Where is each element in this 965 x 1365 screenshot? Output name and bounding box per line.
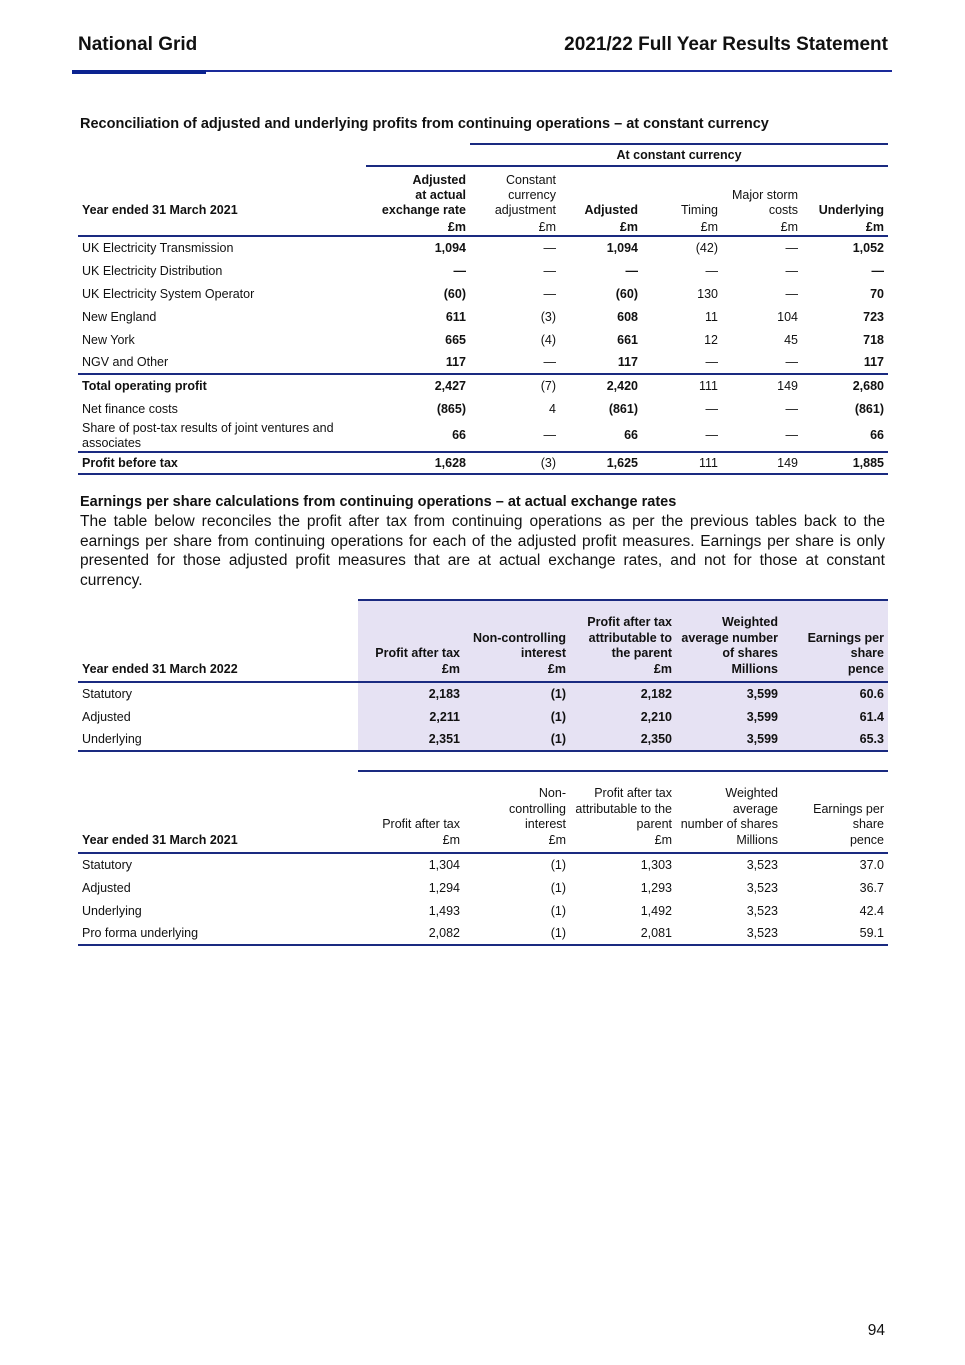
cell-value: 3,523 — [746, 903, 778, 918]
column-header-row — [78, 166, 888, 218]
cell-value: 3,599 — [676, 682, 782, 705]
cell-value: — — [705, 355, 718, 369]
cell-value: (1) — [550, 880, 566, 895]
spacer-cell — [676, 600, 782, 608]
cell-value: 2,082 — [358, 922, 464, 945]
column-header: Non- controlling interest £m — [464, 779, 570, 853]
cell-value: 3,599 — [676, 705, 782, 728]
cell-value: 130 — [697, 286, 718, 301]
cell-value: 11 — [705, 309, 718, 324]
cell-value: 59.1 — [782, 922, 888, 945]
cell-value: 1,052 — [852, 241, 884, 255]
table-row — [78, 876, 888, 899]
cell-value: — — [625, 263, 638, 278]
cell-value: 723 — [863, 309, 884, 324]
eps-description: The table below reconciles the profit after tax from continuing operations as per the previous tables back to the earnings per share from continuing operations for each of the adjusted profit measures. Earnings per share is only presented for those adjusted profit measures that are at actual exchange rates, and not for those at constant currency. — [80, 513, 885, 589]
cell-value: (1) — [464, 682, 570, 705]
cell-value: 2,210 — [570, 705, 676, 728]
cell-value: 149 — [722, 452, 802, 474]
report-title: 2021/22 Full Year Results Statement — [564, 34, 888, 55]
eps-title: Earnings per share calculations from continuing operations – at actual exchange rates — [80, 494, 677, 510]
cell-value: 1,885 — [802, 452, 888, 474]
cell-value: (1) — [550, 858, 566, 872]
cell-value: (7) — [470, 374, 560, 397]
cell-value: — — [871, 263, 884, 278]
cell-value: 2,680 — [802, 374, 888, 397]
cell-value: 3,523 — [676, 922, 782, 945]
table-row — [78, 397, 888, 420]
table-row — [78, 420, 888, 452]
cell-value: (3) — [540, 309, 556, 324]
cell-value: 149 — [722, 374, 802, 397]
cell-value: — — [543, 263, 556, 278]
cell-value: — — [543, 428, 556, 442]
cell-value: — — [785, 263, 798, 278]
spacer-cell — [366, 144, 470, 166]
header-accent-rule — [72, 70, 206, 74]
column-header: Adjusted — [584, 203, 638, 217]
cell-value: (42) — [695, 241, 718, 255]
cell-value: 111 — [642, 452, 722, 474]
page-number: 94 — [867, 1322, 885, 1339]
column-header: Timing — [680, 203, 718, 217]
row-label: Adjusted — [82, 709, 131, 724]
row-label: Statutory — [82, 687, 133, 701]
column-header: Weighted average number of shares Millions — [676, 608, 782, 682]
cell-value: (60) — [615, 286, 638, 301]
cell-value: 1,628 — [366, 452, 470, 474]
cell-value: 2,211 — [358, 705, 464, 728]
cell-value: 1,293 — [640, 880, 672, 895]
top-rule-row — [78, 771, 888, 779]
table-row — [78, 899, 888, 922]
column-header: Underlying — [818, 203, 884, 217]
cell-value: — — [785, 286, 798, 301]
unit-label: £m — [470, 218, 560, 236]
cell-value: 1,625 — [560, 452, 642, 474]
spacer-cell — [570, 600, 676, 608]
cell-value: 42.4 — [859, 903, 884, 918]
column-header: Earnings per share pence — [782, 608, 888, 682]
column-header: Profit after tax £m — [358, 779, 464, 853]
row-label: Profit before tax — [78, 452, 366, 474]
eps-table-2022 — [78, 599, 888, 752]
cell-value: 1,492 — [640, 903, 672, 918]
cell-value: — — [785, 401, 798, 416]
cell-value: — — [543, 286, 556, 301]
cell-value: (1) — [464, 922, 570, 945]
cell-value: 2,351 — [358, 728, 464, 751]
cell-value: 37.0 — [859, 858, 884, 872]
row-label: New England — [82, 309, 157, 324]
cell-value: 117 — [445, 355, 466, 369]
column-header: Earnings per share pence — [782, 779, 888, 853]
cell-value: — — [705, 428, 718, 442]
cell-value: 2,350 — [570, 728, 676, 751]
row-label: Statutory — [82, 858, 133, 872]
cell-value: 104 — [777, 309, 798, 324]
cell-value: — — [705, 263, 718, 278]
cell-value: 36.7 — [859, 880, 884, 895]
cell-value: (1) — [464, 728, 570, 751]
cell-value: 3,523 — [746, 880, 778, 895]
row-label: Share of post-tax results of joint ventures and associates — [82, 420, 334, 450]
row-label: Adjusted — [82, 880, 131, 895]
table-row — [78, 682, 888, 705]
cell-value: 1,294 — [428, 880, 460, 895]
table-row — [78, 351, 888, 374]
cell-value: (861) — [608, 401, 638, 416]
reconciliation-table — [78, 143, 888, 475]
table-row — [78, 282, 888, 305]
brand-name: National Grid — [78, 34, 198, 55]
row-label: Underlying — [78, 728, 358, 751]
cell-value: 111 — [642, 374, 722, 397]
cell-value: 66 — [452, 428, 466, 442]
row-label: New York — [82, 332, 135, 347]
cell-value: (1) — [550, 903, 566, 918]
table-row — [78, 853, 888, 876]
row-label: UK Electricity Distribution — [82, 263, 223, 278]
cell-value: — — [453, 263, 466, 278]
column-header: Non-controlling interest £m — [464, 608, 570, 682]
cell-value: 1,493 — [428, 903, 460, 918]
cell-value: 2,183 — [358, 682, 464, 705]
cell-value: 611 — [445, 309, 466, 324]
cell-value: 2,420 — [560, 374, 642, 397]
cell-value: 2,081 — [570, 922, 676, 945]
column-header: Profit after tax £m — [358, 608, 464, 682]
unit-label: £m — [642, 218, 722, 236]
column-header: Profit after tax attributable to the parent £m — [570, 779, 676, 853]
spacer-cell — [78, 771, 358, 779]
page-header — [78, 34, 888, 58]
cell-value: 665 — [445, 332, 466, 347]
cell-value: 12 — [704, 332, 718, 347]
cell-value: 4 — [549, 401, 556, 416]
cell-value: 1,304 — [428, 858, 460, 872]
cell-value: 608 — [617, 309, 638, 324]
spacer-cell — [570, 771, 676, 779]
column-header-row — [78, 608, 888, 682]
unit-row — [78, 218, 888, 236]
cell-value: (865) — [436, 401, 466, 416]
spacer-cell — [78, 600, 358, 608]
cell-value: — — [543, 355, 556, 369]
year-label: Year ended 31 March 2022 — [78, 608, 358, 682]
table-row — [78, 452, 888, 474]
spacer-cell — [676, 771, 782, 779]
spacer-cell — [782, 600, 888, 608]
cell-value: 70 — [870, 286, 884, 301]
top-rule-row — [78, 600, 888, 608]
cell-value: 2,427 — [366, 374, 470, 397]
column-header: Adjusted at actual exchange rate — [366, 166, 470, 218]
table-row — [78, 305, 888, 328]
cell-value: — — [785, 355, 798, 369]
cell-value: (1) — [464, 705, 570, 728]
group-header-label: At constant currency — [470, 144, 888, 166]
cell-value: 65.3 — [782, 728, 888, 751]
column-header: Weighted average number of shares Millions — [676, 779, 782, 853]
spacer-cell — [782, 771, 888, 779]
cell-value: (861) — [854, 401, 884, 416]
unit-label: £m — [560, 218, 642, 236]
cell-value: 3,599 — [676, 728, 782, 751]
group-header-row — [78, 144, 888, 166]
spacer-cell — [464, 771, 570, 779]
spacer-cell — [78, 218, 366, 236]
row-label: NGV and Other — [82, 355, 169, 369]
cell-value: 117 — [863, 355, 884, 369]
table-row — [78, 922, 888, 945]
table-row — [78, 705, 888, 728]
cell-value: — — [785, 428, 798, 442]
cell-value: 45 — [784, 332, 798, 347]
spacer-cell — [464, 600, 570, 608]
cell-value: (4) — [540, 332, 556, 347]
cell-value: 61.4 — [782, 705, 888, 728]
column-header-row — [78, 779, 888, 853]
row-label: UK Electricity System Operator — [82, 286, 255, 301]
table-row — [78, 374, 888, 397]
cell-value: 117 — [617, 355, 638, 369]
cell-value: 66 — [624, 428, 638, 442]
cell-value: 3,523 — [746, 858, 778, 872]
year-label: Year ended 31 March 2021 — [78, 779, 358, 853]
cell-value: 718 — [863, 332, 884, 347]
column-header: Major storm costs — [732, 188, 798, 217]
unit-label: £m — [366, 218, 470, 236]
spacer-cell — [358, 600, 464, 608]
table-row — [78, 328, 888, 351]
cell-value: — — [543, 241, 556, 255]
column-header: Constant currency adjustment — [494, 173, 556, 217]
reconciliation-title: Reconciliation of adjusted and underlying profits from continuing operations – at constant currency — [80, 116, 769, 132]
cell-value: 1,303 — [640, 858, 672, 872]
row-label: Pro forma underlying — [78, 922, 358, 945]
row-label: Net finance costs — [82, 401, 178, 416]
table-row — [78, 728, 888, 751]
cell-value: — — [705, 401, 718, 416]
row-label: Total operating profit — [78, 374, 366, 397]
unit-label: £m — [722, 218, 802, 236]
cell-value: (3) — [470, 452, 560, 474]
table-row — [78, 236, 888, 259]
spacer-cell — [78, 144, 366, 166]
cell-value: (60) — [443, 286, 466, 301]
unit-label: £m — [802, 218, 888, 236]
column-header: Profit after tax attributable to the parent £m — [570, 608, 676, 682]
year-label: Year ended 31 March 2021 — [82, 203, 238, 217]
eps-table-2021 — [78, 770, 888, 946]
cell-value: — — [785, 241, 798, 255]
cell-value: 2,182 — [570, 682, 676, 705]
spacer-cell — [358, 771, 464, 779]
row-label: UK Electricity Transmission — [82, 241, 234, 255]
table-row — [78, 259, 888, 282]
cell-value: 66 — [870, 428, 884, 442]
cell-value: 661 — [617, 332, 638, 347]
cell-value: 1,094 — [606, 241, 638, 255]
cell-value: 60.6 — [782, 682, 888, 705]
row-label: Underlying — [82, 903, 142, 918]
cell-value: 1,094 — [434, 241, 466, 255]
